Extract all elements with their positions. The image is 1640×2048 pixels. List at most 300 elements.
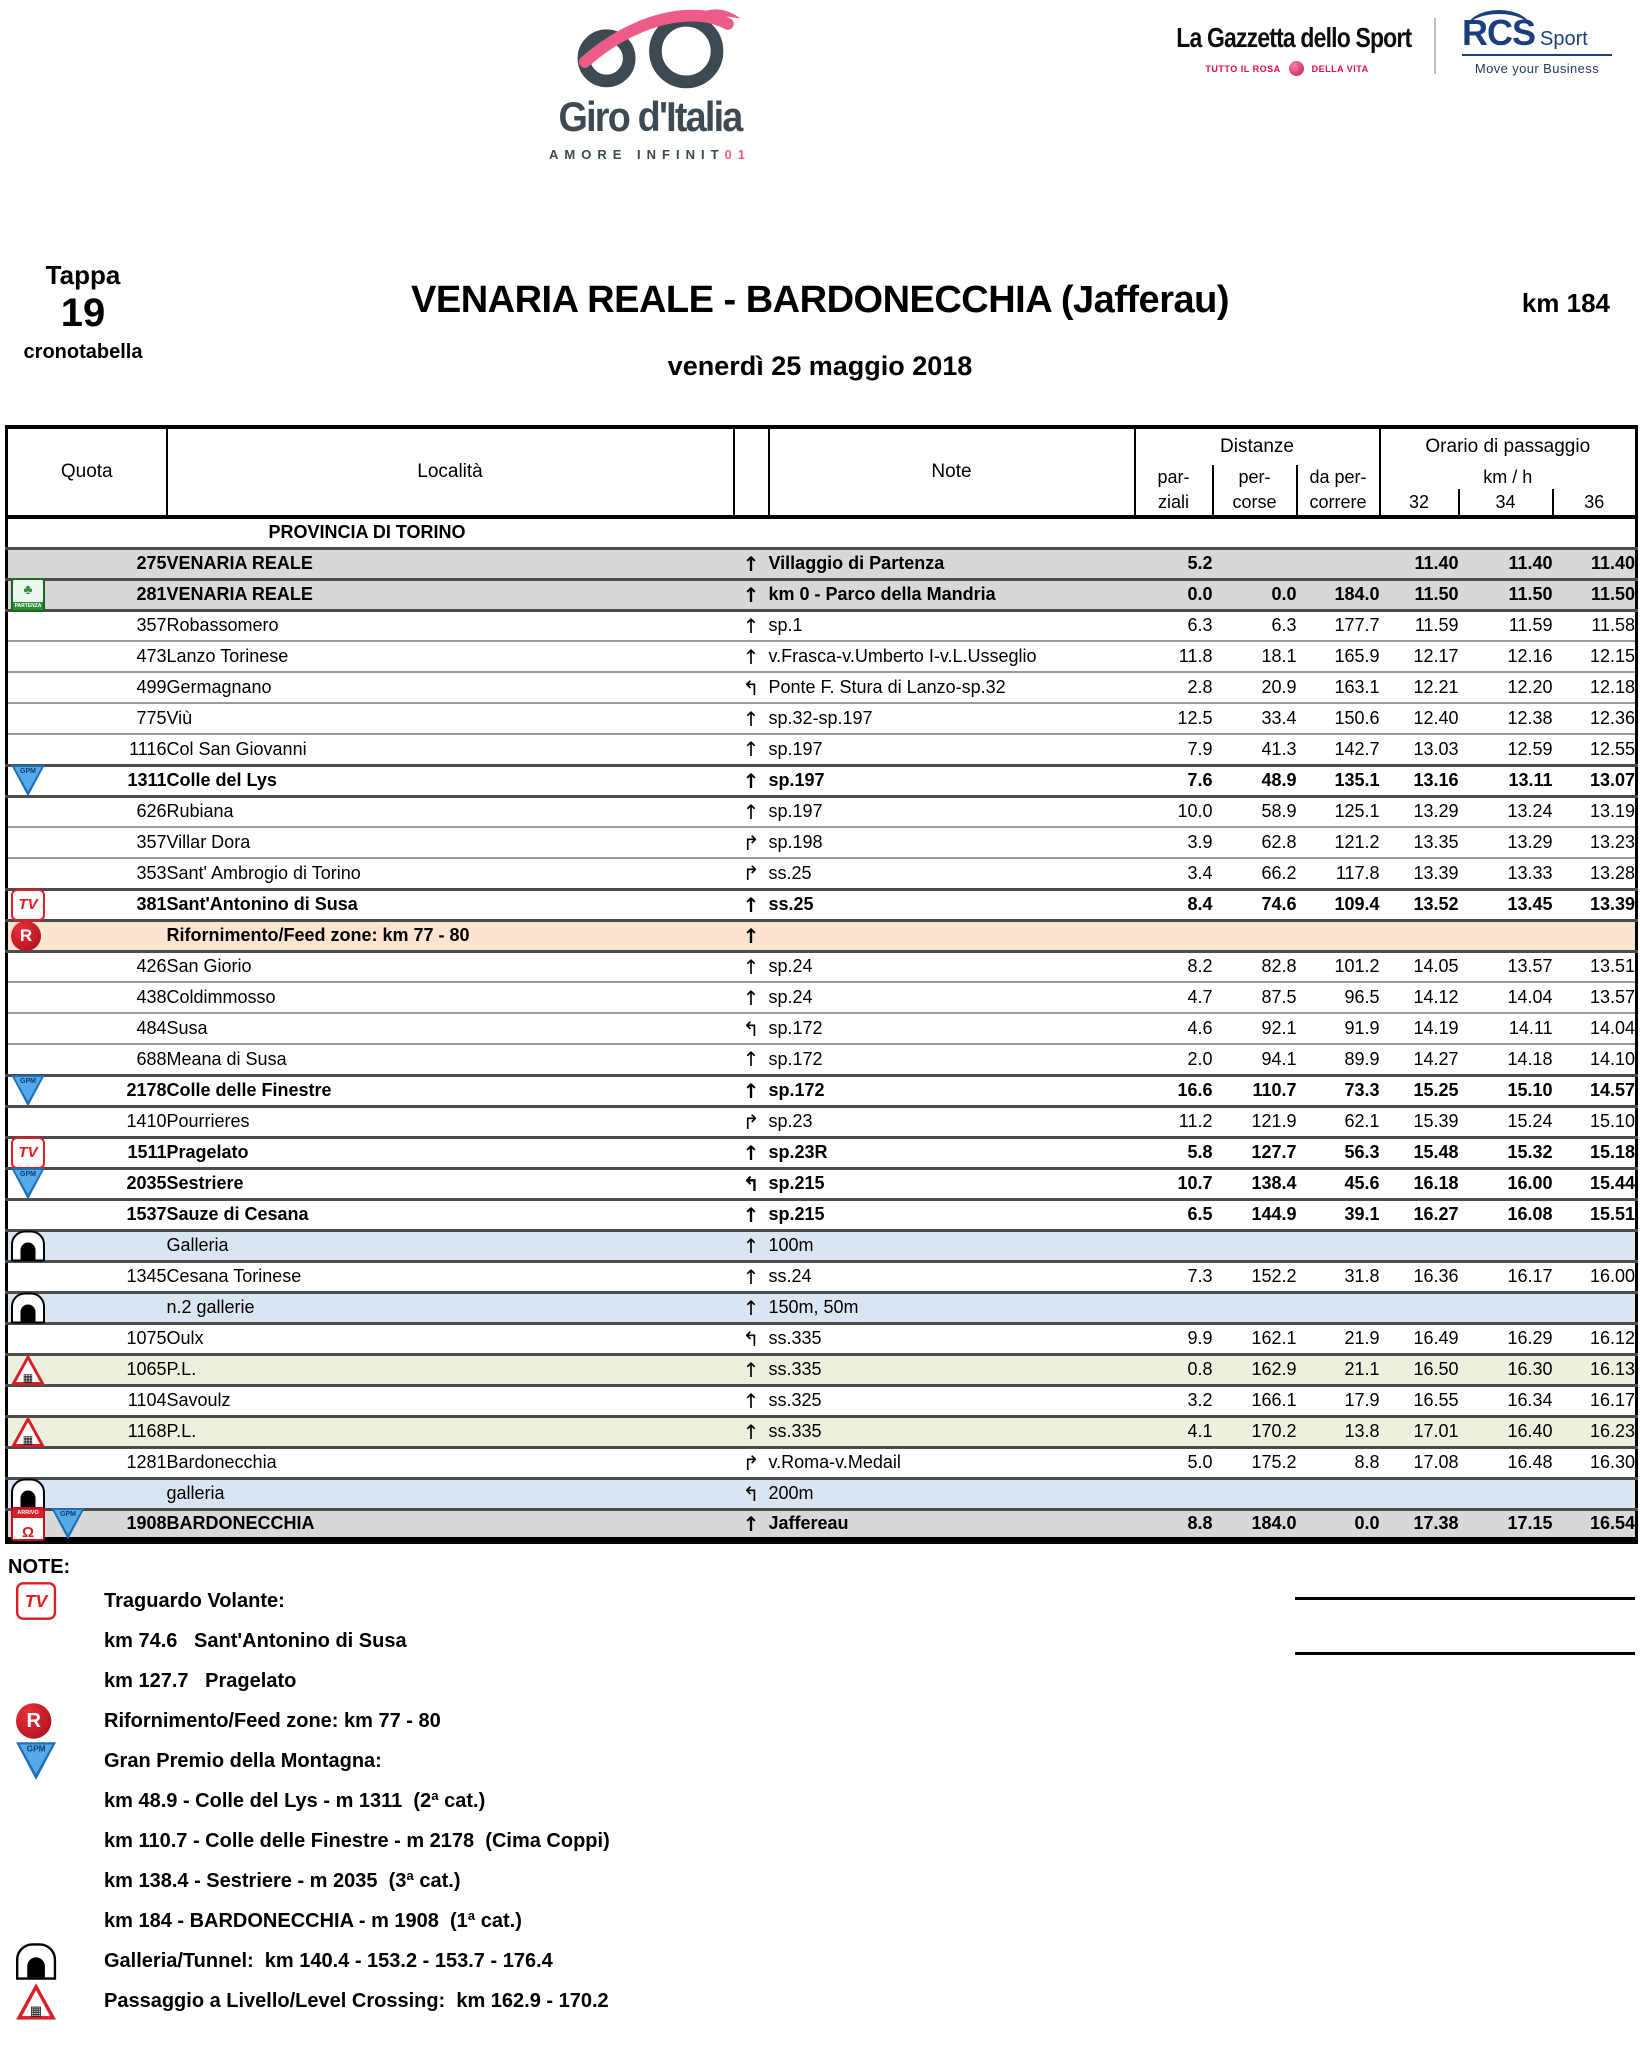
time34-cell: 12.20 [1459, 672, 1553, 703]
time32-cell: 13.39 [1380, 858, 1459, 889]
note-cell: Ponte F. Stura di Lanzo-sp.32 [769, 672, 1135, 703]
time36-cell: 16.54 [1553, 1509, 1637, 1540]
direction-arrow: ↑ [734, 889, 769, 920]
dapercorrere-cell: 45.6 [1297, 1168, 1380, 1199]
time32-cell: 14.27 [1380, 1044, 1459, 1075]
rcs-wordmark: RCS [1462, 12, 1536, 53]
time34-cell: 12.16 [1459, 641, 1553, 672]
time36-cell: 14.57 [1553, 1075, 1637, 1106]
col-header-speed-32: 32 [1380, 489, 1459, 517]
signature-line [1295, 1652, 1635, 1655]
direction-arrow: ↱ [734, 1447, 769, 1478]
time34-cell [1459, 1230, 1553, 1261]
time32-cell: 12.17 [1380, 641, 1459, 672]
dapercorrere-cell: 13.8 [1297, 1416, 1380, 1447]
direction-arrow: ↑ [734, 1292, 769, 1323]
time36-cell [1553, 1292, 1637, 1323]
quota-cell [7, 1261, 167, 1292]
time36-cell: 16.12 [1553, 1323, 1637, 1354]
table-row [7, 1323, 1637, 1354]
dapercorrere-cell: 62.1 [1297, 1106, 1380, 1137]
giro-tagline-text: AMORE INFINIT [549, 147, 725, 162]
direction-arrow: ↑ [734, 1075, 769, 1106]
r-icon [11, 921, 41, 951]
parziali-cell: 11.8 [1135, 641, 1213, 672]
direction-arrow: ↰ [734, 672, 769, 703]
col-header-percorse-2: corse [1213, 489, 1297, 517]
table-row [7, 1416, 1637, 1447]
dapercorrere-cell [1297, 920, 1380, 951]
percorse-cell [1213, 920, 1297, 951]
quota-cell [7, 1478, 167, 1509]
time34-cell: 13.11 [1459, 765, 1553, 796]
dapercorrere-cell: 39.1 [1297, 1199, 1380, 1230]
dapercorrere-cell: 121.2 [1297, 827, 1380, 858]
table-row [7, 1292, 1637, 1323]
time32-cell: 12.40 [1380, 703, 1459, 734]
parziali-cell: 5.0 [1135, 1447, 1213, 1478]
quota-value: 281 [136, 584, 167, 604]
percorse-cell: 121.9 [1213, 1106, 1297, 1137]
gpm-icon [11, 765, 45, 797]
parziali-cell: 2.0 [1135, 1044, 1213, 1075]
quota-cell [7, 610, 167, 641]
gazzetta-wordmark: La Gazzetta dello Sport [1176, 22, 1412, 53]
percorse-cell: 127.7 [1213, 1137, 1297, 1168]
time32-cell: 15.39 [1380, 1106, 1459, 1137]
quota-value: 1537 [126, 1204, 167, 1224]
table-row [7, 610, 1637, 641]
localita-cell: Savoulz [167, 1385, 734, 1416]
quota-value: 1410 [126, 1111, 167, 1131]
table-row [7, 1478, 1637, 1509]
partenza-icon [11, 578, 45, 612]
localita-cell: Viù [167, 703, 734, 734]
direction-arrow: ↑ [734, 1416, 769, 1447]
localita-cell: Robassomero [167, 610, 734, 641]
quota-cell [7, 1447, 167, 1478]
time36-cell: 13.23 [1553, 827, 1637, 858]
note-cell: ss.335 [769, 1416, 1135, 1447]
quota-cell [7, 1509, 167, 1540]
quota-value: 1104 [127, 1390, 167, 1410]
percorse-cell: 58.9 [1213, 796, 1297, 827]
note-item [8, 1901, 1158, 1941]
direction-arrow: ↑ [734, 1261, 769, 1292]
note-icon-slot [8, 1946, 104, 1977]
quota-cell [7, 827, 167, 858]
localita-cell: Colle delle Finestre [167, 1075, 734, 1106]
gazzetta-sub-left: TUTTO IL ROSA [1205, 63, 1281, 74]
note-item [8, 1741, 1158, 1781]
quota-cell [7, 765, 167, 796]
table-row [7, 641, 1637, 672]
time34-cell: 12.38 [1459, 703, 1553, 734]
note-cell: km 0 - Parco della Mandria [769, 579, 1135, 610]
pl-icon [16, 1983, 56, 2020]
direction-arrow: ↑ [734, 1354, 769, 1385]
time32-cell: 16.49 [1380, 1323, 1459, 1354]
percorse-cell: 48.9 [1213, 765, 1297, 796]
row-icon-slot [11, 889, 45, 921]
note-item [8, 1701, 1158, 1741]
pl-icon [11, 1416, 45, 1447]
time36-cell: 13.57 [1553, 982, 1637, 1013]
time36-cell: 15.51 [1553, 1199, 1637, 1230]
quota-value: 626 [136, 801, 167, 822]
quota-value: 426 [136, 956, 167, 977]
note-cell: sp.172 [769, 1075, 1135, 1106]
time36-cell: 12.36 [1553, 703, 1637, 734]
parziali-cell: 16.6 [1135, 1075, 1213, 1106]
time36-cell [1553, 1230, 1637, 1261]
dapercorrere-cell: 73.3 [1297, 1075, 1380, 1106]
race-distance: km 184 [1521, 288, 1610, 318]
percorse-cell: 41.3 [1213, 734, 1297, 765]
percorse-cell: 18.1 [1213, 641, 1297, 672]
time34-cell: 11.59 [1459, 610, 1553, 641]
time32-cell: 11.40 [1380, 548, 1459, 579]
localita-cell: Susa [167, 1013, 734, 1044]
quota-cell [7, 1075, 167, 1106]
row-icon-slot [11, 765, 45, 797]
percorse-cell: 94.1 [1213, 1044, 1297, 1075]
localita-cell: galleria [167, 1478, 734, 1509]
table-row [7, 858, 1637, 889]
time32-cell: 13.29 [1380, 796, 1459, 827]
percorse-cell [1213, 517, 1297, 548]
note-cell: sp.172 [769, 1044, 1135, 1075]
time32-cell [1380, 1478, 1459, 1509]
dapercorrere-cell: 89.9 [1297, 1044, 1380, 1075]
note-cell: ss.325 [769, 1385, 1135, 1416]
note-cell: sp.23R [769, 1137, 1135, 1168]
quota-cell [7, 641, 167, 672]
time32-cell: 16.27 [1380, 1199, 1459, 1230]
row-icon-slot [11, 1168, 45, 1200]
percorse-cell [1213, 1478, 1297, 1509]
quota-value: 1908 [126, 1513, 167, 1533]
rcs-sport-logo [1462, 12, 1632, 76]
dapercorrere-cell [1297, 1478, 1380, 1509]
gpm-icon [11, 1075, 45, 1107]
parziali-cell: 4.1 [1135, 1416, 1213, 1447]
note-text: km 138.4 - Sestriere - m 2035 (3ª cat.) [104, 1869, 461, 1892]
localita-cell: Bardonecchia [167, 1447, 734, 1478]
time36-cell: 15.10 [1553, 1106, 1637, 1137]
time32-cell: 17.08 [1380, 1447, 1459, 1478]
note-text: km 127.7 Pragelato [104, 1669, 297, 1692]
direction-arrow: ↑ [734, 641, 769, 672]
quota-cell [7, 951, 167, 982]
localita-cell: Lanzo Torinese [167, 641, 734, 672]
percorse-cell: 152.2 [1213, 1261, 1297, 1292]
direction-arrow: ↰ [734, 1013, 769, 1044]
direction-arrow: ↑ [734, 1385, 769, 1416]
direction-arrow: ↰ [734, 1478, 769, 1509]
parziali-cell: 3.9 [1135, 827, 1213, 858]
table-row [7, 827, 1637, 858]
parziali-cell: 7.9 [1135, 734, 1213, 765]
time34-cell: 12.59 [1459, 734, 1553, 765]
quota-value: 1116 [129, 738, 167, 759]
direction-arrow: ↑ [734, 796, 769, 827]
time36-cell: 16.00 [1553, 1261, 1637, 1292]
quota-cell [7, 1230, 167, 1261]
percorse-cell [1213, 1230, 1297, 1261]
time32-cell: 11.50 [1380, 579, 1459, 610]
time34-cell: 16.48 [1459, 1447, 1553, 1478]
col-header-distanze: Distanze [1135, 427, 1380, 465]
time36-cell: 11.40 [1553, 548, 1637, 579]
note-cell: sp.197 [769, 765, 1135, 796]
quota-cell [7, 517, 167, 548]
percorse-cell: 87.5 [1213, 982, 1297, 1013]
time32-cell: 15.48 [1380, 1137, 1459, 1168]
direction-arrow: ↑ [734, 920, 769, 951]
time34-cell: 13.45 [1459, 889, 1553, 920]
parziali-cell: 8.2 [1135, 951, 1213, 982]
time32-cell: 14.12 [1380, 982, 1459, 1013]
percorse-cell: 175.2 [1213, 1447, 1297, 1478]
table-row [7, 796, 1637, 827]
note-text: km 48.9 - Colle del Lys - m 1311 (2ª cat.) [104, 1789, 486, 1812]
direction-arrow: ↑ [734, 1509, 769, 1540]
quota-value: 2035 [126, 1173, 167, 1193]
note-cell: 200m [769, 1478, 1135, 1509]
giro-wordmark: Giro d'Italia [558, 93, 742, 140]
localita-cell: Colle del Lys [167, 765, 734, 796]
quota-cell [7, 796, 167, 827]
row-icon-slot [11, 921, 41, 951]
table-row [7, 579, 1637, 610]
note-cell: Jaffereau [769, 1509, 1135, 1540]
time32-cell: 16.55 [1380, 1385, 1459, 1416]
note-cell: sp.215 [769, 1199, 1135, 1230]
note-cell: sp.24 [769, 982, 1135, 1013]
col-header-speed-36: 36 [1584, 491, 1605, 512]
percorse-cell: 62.8 [1213, 827, 1297, 858]
note-item [8, 1781, 1158, 1821]
col-header-localita: Località [167, 427, 734, 517]
quota-cell [7, 579, 167, 610]
time36-cell [1553, 517, 1637, 548]
time32-cell: 16.50 [1380, 1354, 1459, 1385]
time32-cell: 13.03 [1380, 734, 1459, 765]
time34-cell: 13.33 [1459, 858, 1553, 889]
direction-arrow: ↑ [734, 610, 769, 641]
giro-logo [530, 4, 770, 162]
parziali-cell [1135, 1230, 1213, 1261]
table-row [7, 672, 1637, 703]
time34-cell: 15.32 [1459, 1137, 1553, 1168]
time36-cell: 15.18 [1553, 1137, 1637, 1168]
direction-arrow: ↑ [734, 703, 769, 734]
time34-cell: 14.11 [1459, 1013, 1553, 1044]
race-date: venerdì 25 maggio 2018 [667, 351, 973, 381]
quota-cell [7, 672, 167, 703]
localita-cell: Galleria [167, 1230, 734, 1261]
note-text: Passaggio a Livello/Level Crossing: km 162.9 - 170.2 [104, 1989, 609, 2012]
note-cell: ss.25 [769, 858, 1135, 889]
quota-value: 438 [136, 987, 167, 1007]
time34-cell: 16.40 [1459, 1416, 1553, 1447]
quota-value: 2178 [126, 1080, 167, 1100]
time32-cell [1380, 1230, 1459, 1261]
time32-cell: 16.18 [1380, 1168, 1459, 1199]
direction-arrow: ↱ [734, 858, 769, 889]
quota-cell [7, 889, 167, 920]
time32-cell: 16.36 [1380, 1261, 1459, 1292]
direction-arrow: ↑ [734, 765, 769, 796]
note-cell: sp.23 [769, 1106, 1135, 1137]
signature-line [1295, 1597, 1635, 1600]
gazzetta-sub-right: DELLA VITA [1311, 63, 1369, 74]
table-row [7, 1106, 1637, 1137]
tunnel-icon [11, 1478, 45, 1509]
localita-cell: Meana di Susa [167, 1044, 734, 1075]
time36-cell: 13.28 [1553, 858, 1637, 889]
table-row [7, 982, 1637, 1013]
time36-cell: 11.50 [1553, 579, 1637, 610]
parziali-cell: 8.4 [1135, 889, 1213, 920]
localita-cell: Sestriere [167, 1168, 734, 1199]
note-item [8, 1941, 1158, 1981]
dapercorrere-cell: 109.4 [1297, 889, 1380, 920]
note-text: Galleria/Tunnel: km 140.4 - 153.2 - 153.7 - 176.4 [104, 1949, 553, 1972]
time34-cell: 13.57 [1459, 951, 1553, 982]
note-cell: sp.24 [769, 951, 1135, 982]
parziali-cell: 3.2 [1135, 1385, 1213, 1416]
quota-cell [7, 1354, 167, 1385]
dapercorrere-cell: 135.1 [1297, 765, 1380, 796]
direction-arrow: ↑ [734, 1230, 769, 1261]
row-icon-slot [11, 1478, 45, 1509]
parziali-cell: 4.7 [1135, 982, 1213, 1013]
note-text: km 74.6 Sant'Antonino di Susa [104, 1629, 407, 1652]
col-header-orario: Orario di passaggio [1425, 436, 1591, 457]
localita-cell: Villar Dora [167, 827, 734, 858]
localita-cell: Sant' Ambrogio di Torino [167, 858, 734, 889]
time32-cell: 12.21 [1380, 672, 1459, 703]
dapercorrere-cell: 142.7 [1297, 734, 1380, 765]
note-item [8, 1661, 1158, 1701]
rcs-sport-text: Sport [1540, 28, 1588, 50]
percorse-cell: 33.4 [1213, 703, 1297, 734]
time36-cell: 12.18 [1553, 672, 1637, 703]
time36-cell: 16.17 [1553, 1385, 1637, 1416]
row-icon-slot [11, 1292, 45, 1323]
time32-cell: 17.01 [1380, 1416, 1459, 1447]
quota-cell [7, 1044, 167, 1075]
giro-tagline [530, 147, 770, 162]
localita-cell: Sant'Antonino di Susa [167, 889, 734, 920]
localita-cell: Sauze di Cesana [167, 1199, 734, 1230]
parziali-cell: 12.5 [1135, 703, 1213, 734]
localita-cell: Oulx [167, 1323, 734, 1354]
time36-cell: 12.15 [1553, 641, 1637, 672]
time36-cell: 15.44 [1553, 1168, 1637, 1199]
col-header-percorse: per- [1213, 465, 1297, 489]
quota-value: 275 [136, 553, 167, 573]
dapercorrere-cell [1297, 1292, 1380, 1323]
note-cell: sp.1 [769, 610, 1135, 641]
table-row [7, 1075, 1637, 1106]
note-cell: ss.25 [769, 889, 1135, 920]
dapercorrere-cell [1297, 1230, 1380, 1261]
tv-icon [11, 1137, 45, 1169]
parziali-cell: 5.8 [1135, 1137, 1213, 1168]
percorse-cell [1213, 548, 1297, 579]
note-cell: Villaggio di Partenza [769, 548, 1135, 579]
time36-cell: 11.58 [1553, 610, 1637, 641]
time32-cell: 14.19 [1380, 1013, 1459, 1044]
table-row [7, 1137, 1637, 1168]
percorse-cell: 0.0 [1213, 579, 1297, 610]
time36-cell: 16.23 [1553, 1416, 1637, 1447]
parziali-cell [1135, 1478, 1213, 1509]
time34-cell [1459, 517, 1553, 548]
parziali-cell: 0.8 [1135, 1354, 1213, 1385]
note-cell: sp.198 [769, 827, 1135, 858]
note-text: Rifornimento/Feed zone: km 77 - 80 [104, 1709, 441, 1732]
localita-cell: Col San Giovanni [167, 734, 734, 765]
parziali-cell: 4.6 [1135, 1013, 1213, 1044]
parziali-cell: 8.8 [1135, 1509, 1213, 1540]
row-icon-slot [11, 1230, 45, 1261]
pl-icon [11, 1354, 45, 1385]
note-cell: v.Roma-v.Medail [769, 1447, 1135, 1478]
col-header-kmh: km / h [1483, 466, 1533, 487]
quota-cell [7, 1137, 167, 1168]
note-cell: v.Frasca-v.Umberto I-v.L.Usseglio [769, 641, 1135, 672]
note-cell: 150m, 50m [769, 1292, 1135, 1323]
quota-value: 357 [136, 615, 167, 636]
page-title: VENARIA REALE - BARDONECCHIA (Jafferau) [411, 279, 1229, 321]
col-header-parziali: par- [1135, 465, 1213, 489]
parziali-cell: 6.3 [1135, 610, 1213, 641]
parziali-cell: 6.5 [1135, 1199, 1213, 1230]
col-header-speed-34: 34 [1459, 489, 1553, 517]
note-cell [769, 920, 1135, 951]
quota-cell [7, 1385, 167, 1416]
gazzetta-ball-icon [1289, 61, 1304, 76]
time34-cell: 11.50 [1459, 579, 1553, 610]
time34-cell: 14.04 [1459, 982, 1553, 1013]
dapercorrere-cell: 17.9 [1297, 1385, 1380, 1416]
giro-tagline-accent: 01 [724, 147, 751, 162]
time34-cell: 16.17 [1459, 1261, 1553, 1292]
localita-cell: BARDONECCHIA [167, 1509, 734, 1540]
time36-cell: 13.51 [1553, 951, 1637, 982]
dapercorrere-cell [1297, 517, 1380, 548]
parziali-cell: 2.8 [1135, 672, 1213, 703]
note-text: km 184 - BARDONECCHIA - m 1908 (1ª cat.) [104, 1909, 522, 1932]
time34-cell: 16.34 [1459, 1385, 1553, 1416]
parziali-cell [1135, 920, 1213, 951]
time36-cell: 16.13 [1553, 1354, 1637, 1385]
row-icon-slot [11, 1507, 85, 1541]
stage-subtitle: cronotabella [23, 341, 143, 363]
quota-cell [7, 1416, 167, 1447]
note-item [8, 1981, 1158, 2021]
time34-cell: 16.29 [1459, 1323, 1553, 1354]
percorse-cell: 138.4 [1213, 1168, 1297, 1199]
quota-value: 1281 [126, 1452, 167, 1472]
parziali-cell: 9.9 [1135, 1323, 1213, 1354]
parziali-cell: 0.0 [1135, 579, 1213, 610]
notes-list [8, 1581, 1158, 2021]
